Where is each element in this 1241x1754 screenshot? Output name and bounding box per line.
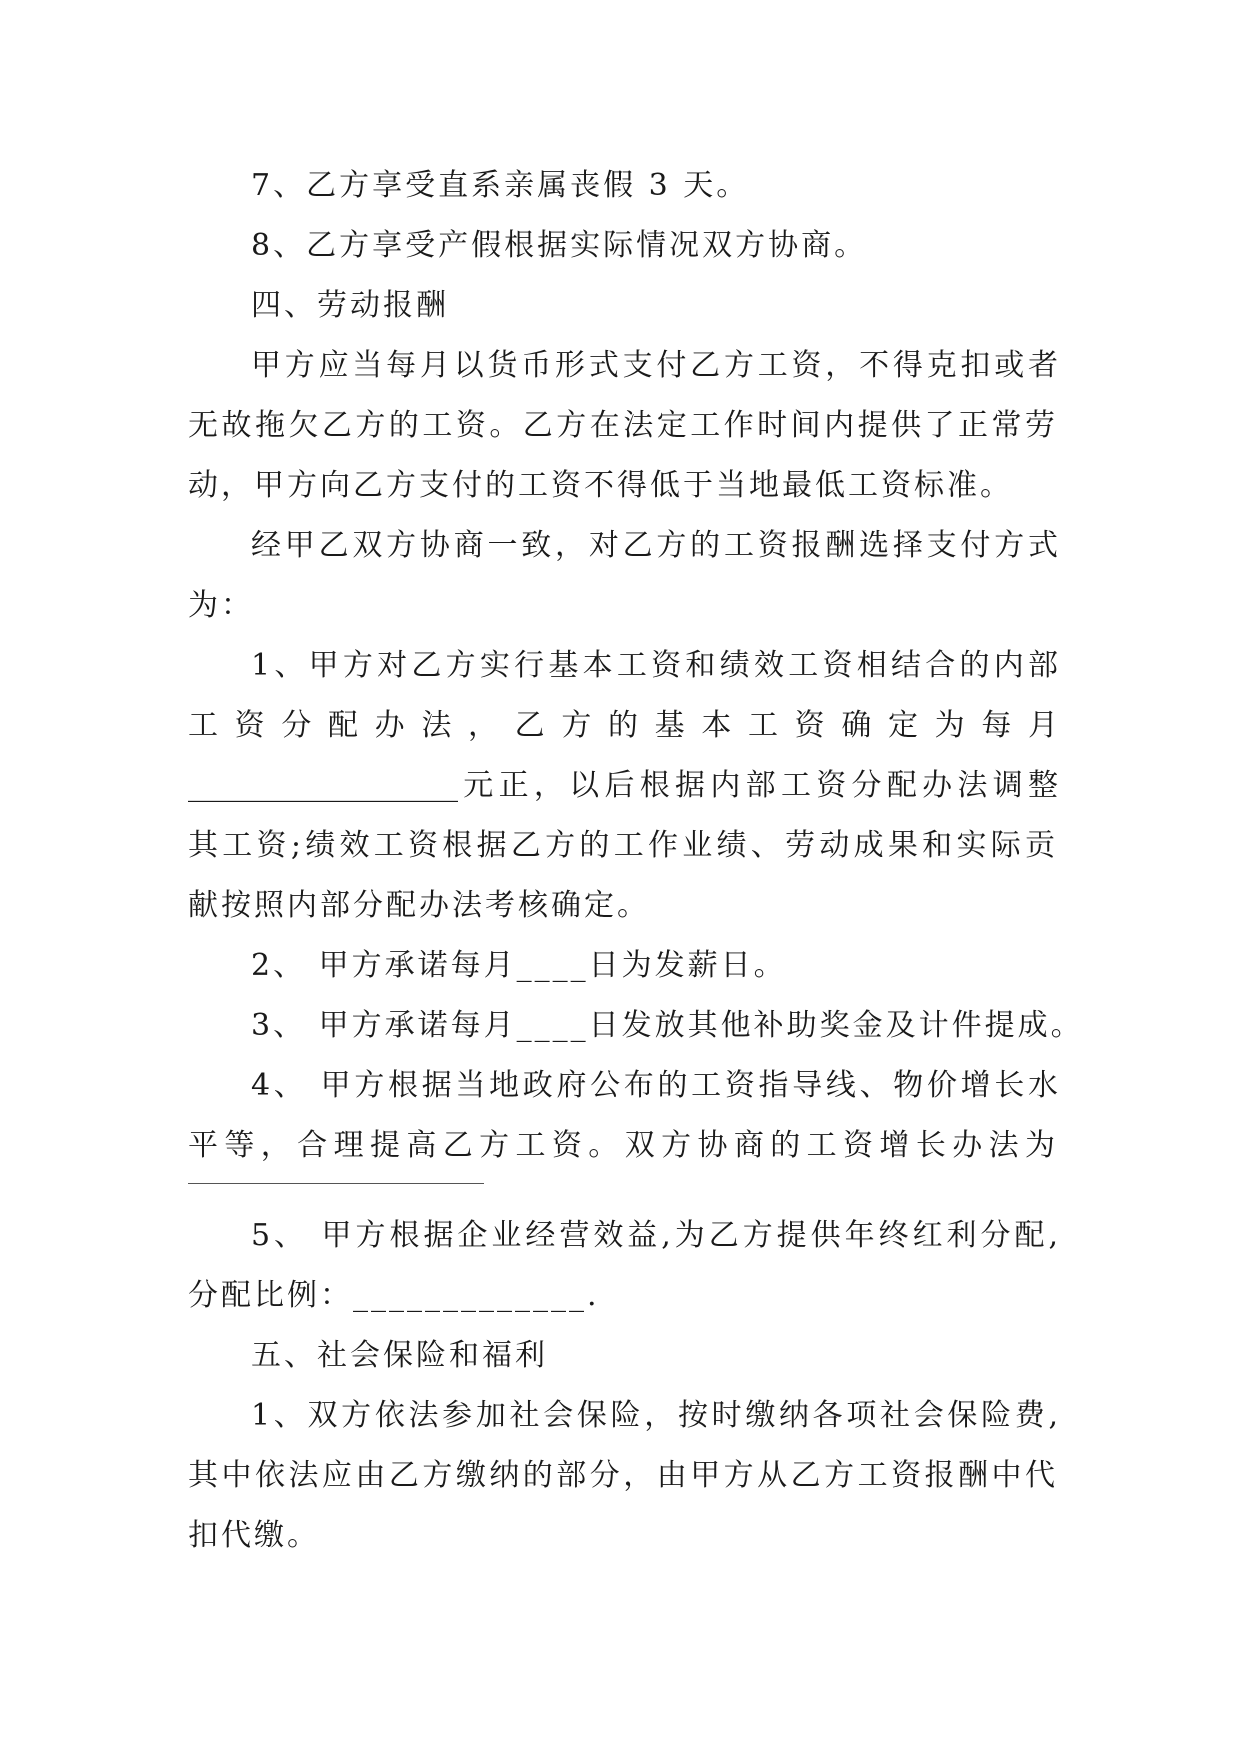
clause-1-line: __________________元正，以后根据内部工资分配办法调整 <box>188 768 1058 803</box>
clause-2-payday: 2、 甲方承诺每月____日为发薪日。 <box>251 948 787 983</box>
paragraph-line: 甲方应当每月以货币形式支付乙方工资，不得克扣或者 <box>251 348 1061 383</box>
fill-in-blank-line <box>188 1183 484 1184</box>
social-insurance-line: 1、双方依法参加社会保险，按时缴纳各项社会保险费, <box>251 1398 1061 1433</box>
clause-3-bonus-date: 3、 甲方承诺每月____日发放其他补助奖金及计件提成。 <box>251 1008 1084 1043</box>
section-5-heading: 五、社会保险和福利 <box>251 1338 548 1373</box>
paragraph-line: 动，甲方向乙方支付的工资不得低于当地最低工资标准。 <box>188 468 1013 503</box>
clause-7-bereavement-leave: 7、乙方享受直系亲属丧假 3 天。 <box>251 168 750 203</box>
clause-5-line: 分配比例：_____________. <box>188 1278 600 1313</box>
paragraph-line: 经甲乙双方协商一致，对乙方的工资报酬选择支付方式 <box>251 528 1061 563</box>
clause-1-line: 献按照内部分配办法考核确定。 <box>188 888 650 923</box>
clause-4-line: 平等，合理提高乙方工资。双方协商的工资增长办法为 <box>188 1128 1058 1163</box>
social-insurance-line: 扣代缴。 <box>188 1518 320 1553</box>
paragraph-line: 无故拖欠乙方的工资。乙方在法定工作时间内提供了正常劳 <box>188 408 1058 443</box>
clause-5-line: 5、 甲方根据企业经营效益,为乙方提供年终红利分配, <box>251 1218 1061 1253</box>
social-insurance-line: 其中依法应由乙方缴纳的部分，由甲方从乙方工资报酬中代 <box>188 1458 1058 1493</box>
clause-1-line: 其工资;绩效工资根据乙方的工作业绩、劳动成果和实际贡 <box>188 828 1058 863</box>
clause-8-maternity-leave: 8、乙方享受产假根据实际情况双方协商。 <box>251 228 868 263</box>
section-4-heading: 四、劳动报酬 <box>251 288 449 323</box>
clause-1-line: 工 资 分 配 办 法 ， 乙 方 的 基 本 工 资 确 定 为 每 月 <box>188 708 1058 743</box>
clause-4-line: 4、 甲方根据当地政府公布的工资指导线、物价增长水 <box>251 1068 1061 1103</box>
paragraph-line: 为： <box>188 588 254 623</box>
clause-1-line: 1、甲方对乙方实行基本工资和绩效工资相结合的内部 <box>251 648 1061 683</box>
